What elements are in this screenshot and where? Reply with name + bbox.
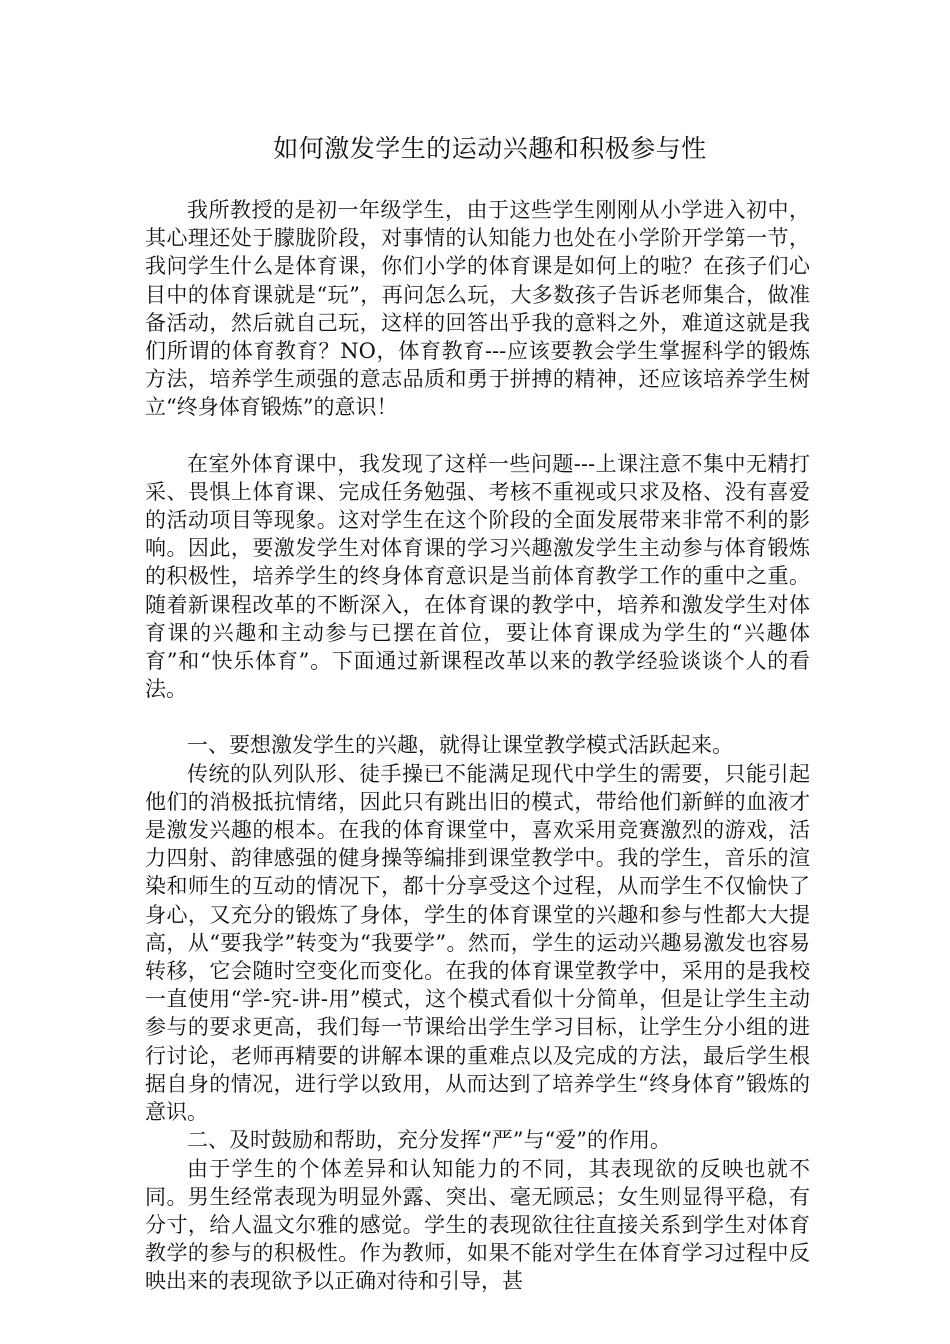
paragraph-intro: 我所教授的是初一年级学生，由于这些学生刚刚从小学进入初中，其心理还处于朦胧阶段，对事情的认知能力也处在小学阶开学第一节，我问学生什么是体育课，你们小学的体育课是如何上的啦？在孩子们心目中的体育课就是“玩”，再问怎么玩，大多数孩子告诉老师集合，做准备活动，然后就自己玩，这样的回答出乎我的意料之外，难道这就是我们所谓的体育教育？NO，体育教育---应该要教会学生掌握科学的锻炼方法，培养学生顽强的意志品质和勇于拼搏的精神，还应该培养学生树立“终身体育锻炼”的意识！ — [145, 198, 810, 420]
paragraph-problems: 在室外体育课中，我发现了这样一些问题---上课注意不集中无精打采、畏惧上体育课、完成任务勉强、考核不重视或只求及格、没有喜爱的活动项目等现象。这对学生在这个阶段的全面发展带来非常不利的影响。因此，要激发学生对体育课的学习兴趣激发学生主动参与体育锻炼的积极性，培养学生的终身体育意识是当前体育教学工作的重中之重。随着新课程改革的不断深入，在体育课的教学中，培养和激发学生对体育课的兴趣和主动参与已摆在首位，要让体育课成为学生的“兴趣体育”和“快乐体育”。下面通过新课程改革以来的教学经验谈谈个人的看法。 — [145, 451, 810, 702]
section-heading-2: 二、及时鼓励和帮助，充分发挥“严”与“爱”的作用。 — [187, 1128, 671, 1153]
paragraph-section-1: 传统的队列队形、徒手操已不能满足现代中学生的需要，只能引起他们的消极抵抗情绪，因此只有跳出旧的模式，带给他们新鲜的血液才是激发兴趣的根本。在我的体育课堂中，喜欢采用竞赛激烈的游戏，活力四射、韵律感强的健身操等编排到课堂教学中。我的学生，音乐的渲染和师生的互动的情况下，都十分享受这个过程，从而学生不仅愉快了身心，又充分的锻炼了身体，学生的体育课堂的兴趣和参与性都大大提高，从“要我学”转变为“我要学”。然而，学生的运动兴趣易激发也容易转移，它会随时空变化而变化。在我的体育课堂教学中，采用的是我校一直使用“学-究-讲-用”模式，这个模式看似十分简单，但是让学生主动参与的要求更高，我们每一节课给出学生学习目标，让学生分小组的进行讨论，老师再精要的讲解本课的重难点以及完成的方法，最后学生根据自身的情况，进行学以致用，从而达到了培养学生“终身体育”锻炼的意识。 — [145, 761, 810, 1125]
paragraph-section-2: 由于学生的个体差异和认知能力的不同，其表现欲的反映也就不同。男生经常表现为明显外露、突出、毫无顾忌；女生则显得平稳，有分寸，给人温文尔雅的感觉。学生的表现欲往往直接关系到学生对体育教学的参与的积极性。作为教师，如果不能对学生在体育学习过程中反映出来的表现欲予以正确对待和引导，甚 — [145, 1156, 810, 1294]
section-heading-1: 一、要想激发学生的兴趣，就得让课堂教学模式活跃起来。 — [187, 733, 733, 758]
document-body — [145, 196, 810, 1296]
document-title: 如何激发学生的运动兴趣和积极参与性 — [273, 134, 707, 163]
